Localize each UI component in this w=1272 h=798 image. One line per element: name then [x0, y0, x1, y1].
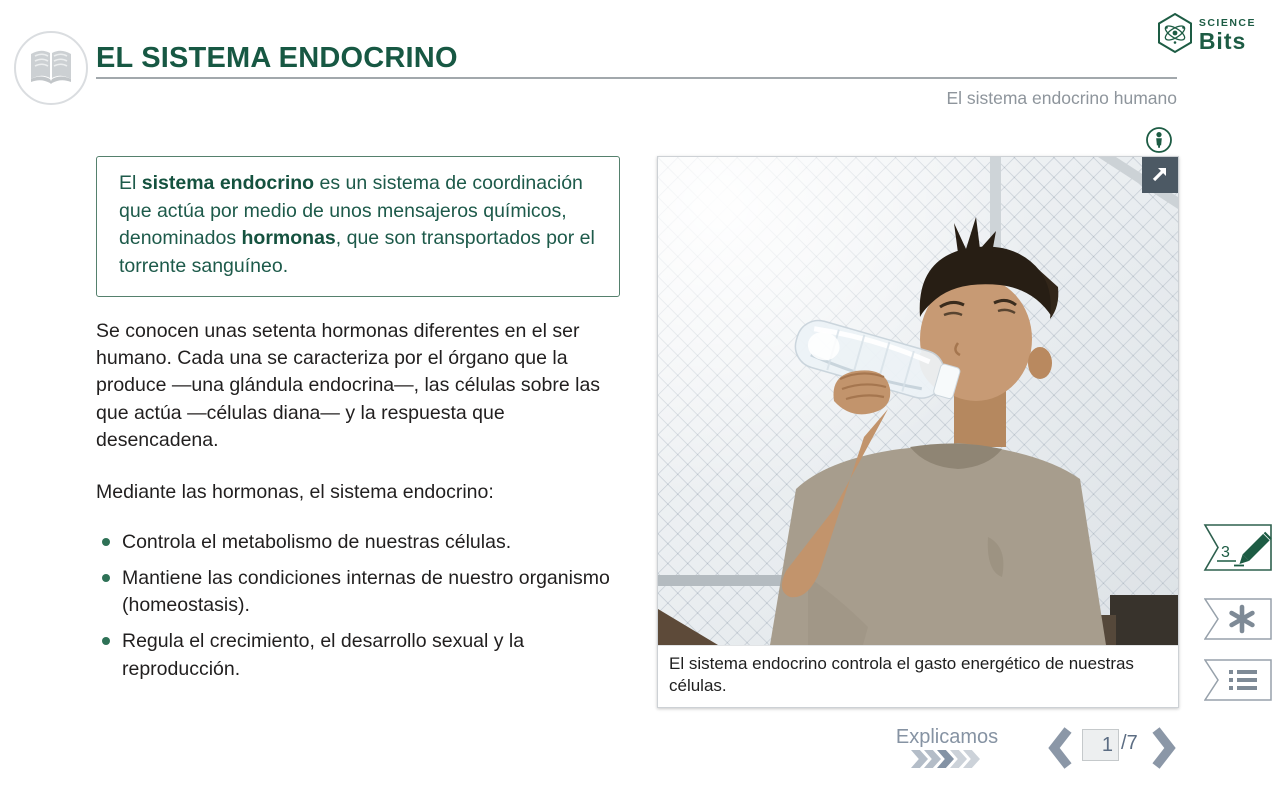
previous-page-button[interactable]	[1046, 726, 1074, 773]
progress-chevrons	[911, 750, 1001, 768]
figure-caption: El sistema endocrino controla el gasto energético de nuestras células.	[658, 645, 1178, 707]
section-subtitle: El sistema endocrino humano	[946, 88, 1177, 108]
section-label[interactable]: Explicamos	[895, 726, 999, 748]
page-separator: /	[1121, 732, 1127, 754]
atom-hexagon-icon	[1156, 12, 1194, 59]
lesson-figure	[657, 156, 1179, 708]
list-item: Mantiene las condiciones internas de nuestro organismo (homeostasis).	[96, 565, 624, 620]
expand-arrow-icon	[1150, 164, 1170, 187]
definition-text: , que son transportados por el torrente sanguíneo.	[119, 227, 595, 278]
page-total-label	[1121, 732, 1138, 755]
next-page-button[interactable]	[1150, 726, 1178, 773]
definition-text: El	[119, 172, 142, 194]
book-icon	[28, 46, 74, 91]
page-number-input[interactable]	[1082, 729, 1119, 761]
image-credits-button[interactable]	[1145, 126, 1173, 154]
notebook-tab[interactable]	[1204, 512, 1272, 575]
chevron-left-icon	[1046, 758, 1074, 773]
paragraph-hormones: Se conocen unas setenta hormonas diferentes en el ser humano. Cada una se caracteriza por el órgano que la produce —una glándula endocrina—, las células sobre las que actúa —células diana— y la respuesta que desencadena.	[96, 319, 601, 451]
person-info-icon	[1145, 142, 1173, 157]
science-bits-logo	[1156, 12, 1256, 59]
definition-text: es un sistema de coordinación que actúa por medio de unos mensajeros químicos, denominados	[119, 172, 583, 250]
progress-chevron	[911, 750, 928, 768]
list-item: Regula el crecimiento, el desarrollo sexual y la reproducción.	[96, 628, 624, 683]
index-tab[interactable]	[1204, 659, 1272, 704]
page-count: 7	[1126, 732, 1138, 754]
expand-image-button[interactable]	[1142, 157, 1178, 193]
list-item: Controla el metabolismo de nuestras células.	[96, 529, 624, 556]
term-sistema-endocrino: sistema endocrino	[141, 172, 315, 194]
title-divider	[96, 77, 1177, 79]
logo-wordmark	[1199, 18, 1256, 53]
logo-science-text: SCIENCE	[1198, 17, 1256, 30]
logo-bits-text: Bits	[1198, 27, 1247, 54]
paragraph-lead-in: Mediante las hormonas, el sistema endocrino:	[96, 481, 494, 504]
chevron-right-icon	[1150, 758, 1178, 773]
notes-count-label: 3	[1221, 544, 1230, 561]
photo-boy-drinking-water	[658, 157, 1178, 645]
book-badge	[14, 31, 88, 105]
page-title: EL SISTEMA ENDOCRINO	[96, 42, 458, 74]
lesson-text-column	[96, 156, 624, 692]
glossary-tab[interactable]	[1204, 598, 1272, 643]
term-hormonas: hormonas	[241, 227, 336, 250]
functions-list	[96, 529, 624, 683]
definition-box	[96, 156, 620, 297]
